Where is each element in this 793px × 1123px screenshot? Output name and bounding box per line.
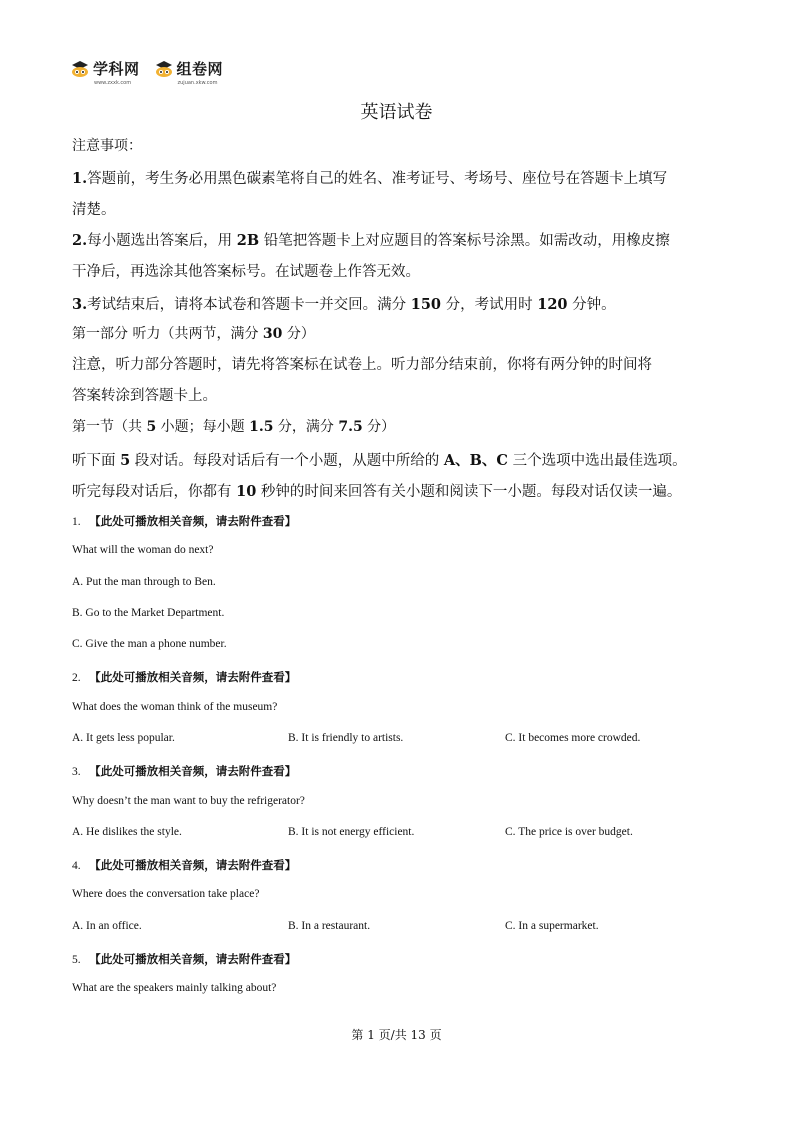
instr-bold: 10 bbox=[236, 483, 257, 500]
instr-bold: A、B、C bbox=[443, 452, 508, 469]
question-number: 2. bbox=[72, 672, 81, 684]
question-number: 3. bbox=[72, 766, 81, 778]
question-header bbox=[72, 763, 296, 779]
question-text: What are the speakers mainly talking about? bbox=[72, 982, 277, 994]
logo-xuekewang bbox=[70, 58, 140, 86]
option-c[interactable]: C. The price is over budget. bbox=[505, 826, 633, 838]
attention-line: 注意，听力部分答题时，请先将答案标在试卷上。听力部分结束前，你将有两分钟的时间将 bbox=[72, 357, 652, 373]
section-text: 分，满分 bbox=[273, 419, 339, 435]
audio-note[interactable]: 【此处可播放相关音频，请去附件查看】 bbox=[89, 954, 297, 966]
question-number: 5. bbox=[72, 954, 81, 966]
notice-item-2-cont: 干净后，再选涂其他答案标号。在试题卷上作答无效。 bbox=[72, 264, 420, 280]
notice-number: 3. bbox=[72, 296, 88, 313]
question-header bbox=[72, 857, 296, 873]
part-bold: 30 bbox=[262, 326, 283, 342]
question-text: Why doesn’t the man want to buy the refrigerator? bbox=[72, 795, 305, 807]
logo-text: 组卷网 bbox=[176, 60, 224, 78]
owl-icon bbox=[154, 61, 174, 77]
notice-text: 分，考试用时 bbox=[441, 297, 538, 313]
notice-item-1-cont: 清楚。 bbox=[72, 202, 116, 218]
option-a[interactable]: A. Put the man through to Ben. bbox=[72, 576, 216, 588]
option-a[interactable]: A. It gets less popular. bbox=[72, 732, 175, 744]
option-b[interactable]: B. Go to the Market Department. bbox=[72, 607, 225, 619]
option-c[interactable]: C. Give the man a phone number. bbox=[72, 638, 227, 650]
option-b[interactable]: B. In a restaurant. bbox=[288, 920, 371, 932]
instr-bold: 5 bbox=[120, 452, 131, 469]
instr-text: 秒钟的时间来回答有关小题和阅读下一小题。每段对话仅读一遍。 bbox=[256, 484, 682, 500]
part-text: 分） bbox=[282, 326, 315, 342]
option-c[interactable]: C. It becomes more crowded. bbox=[505, 732, 641, 744]
instr-text: 三个选项中选出最佳选项。 bbox=[507, 453, 687, 469]
notice-bold: 150 bbox=[410, 296, 442, 313]
logo-url: zujuan.xkw.com bbox=[177, 80, 218, 86]
section-text: 小题；每小题 bbox=[156, 419, 250, 435]
header-logos bbox=[70, 58, 223, 86]
attention-line-cont: 答案转涂到答题卡上。 bbox=[72, 388, 217, 404]
section-heading bbox=[72, 416, 395, 436]
question-text: Where does the conversation take place? bbox=[72, 888, 260, 900]
instruction-line-cont bbox=[72, 480, 681, 501]
instruction-line bbox=[72, 449, 687, 470]
audio-note[interactable]: 【此处可播放相关音频，请去附件查看】 bbox=[89, 766, 297, 778]
section-bold: 1.5 bbox=[249, 419, 274, 435]
notice-text: 答题前，考生务必用黑色碳素笔将自己的姓名、准考证号、考场号、座位号在答题卡上填写 bbox=[87, 171, 668, 187]
instr-text: 段对话。每段对话后有一个小题，从题中所给的 bbox=[130, 453, 444, 469]
notice-item-2 bbox=[72, 229, 670, 250]
question-header bbox=[72, 513, 296, 529]
notice-bold: 2B bbox=[236, 232, 260, 249]
page-footer: 第 1 页/共 13 页 bbox=[351, 1028, 442, 1042]
logo-zujuanwang bbox=[154, 58, 224, 86]
option-c[interactable]: C. In a supermarket. bbox=[505, 920, 599, 932]
section-bold: 7.5 bbox=[338, 419, 363, 435]
question-number: 4. bbox=[72, 860, 81, 872]
notice-text: 考试结束后，请将本试卷和答题卡一并交回。满分 bbox=[87, 297, 411, 313]
question-header bbox=[72, 669, 296, 685]
question-text: What does the woman think of the museum? bbox=[72, 701, 278, 713]
notice-number: 2. bbox=[72, 232, 88, 249]
question-header bbox=[72, 951, 296, 967]
notice-item-1 bbox=[72, 167, 667, 188]
part-text: 第一部分 听力（共两节，满分 bbox=[72, 326, 263, 342]
part-heading bbox=[72, 323, 315, 343]
option-b[interactable]: B. It is friendly to artists. bbox=[288, 732, 404, 744]
audio-note[interactable]: 【此处可播放相关音频，请去附件查看】 bbox=[89, 672, 297, 684]
notice-text: 分钟。 bbox=[567, 297, 616, 313]
option-b[interactable]: B. It is not energy efficient. bbox=[288, 826, 415, 838]
notice-text: 每小题选出答案后，用 bbox=[87, 233, 237, 249]
logo-url: www.zxxk.com bbox=[94, 80, 132, 86]
section-text: 第一节（共 bbox=[72, 419, 147, 435]
notice-text: 铅笔把答题卡上对应题目的答案标号涂黑。如需改动，用橡皮擦 bbox=[259, 233, 670, 249]
audio-note[interactable]: 【此处可播放相关音频，请去附件查看】 bbox=[89, 860, 297, 872]
question-text: What will the woman do next? bbox=[72, 544, 214, 556]
instr-text: 听下面 bbox=[72, 453, 121, 469]
option-a[interactable]: A. In an office. bbox=[72, 920, 142, 932]
owl-icon bbox=[70, 61, 90, 77]
notice-item-3 bbox=[72, 293, 616, 314]
notice-bold: 120 bbox=[537, 296, 568, 313]
notice-heading: 注意事项： bbox=[72, 138, 142, 154]
logo-text: 学科网 bbox=[93, 60, 140, 78]
option-a[interactable]: A. He dislikes the style. bbox=[72, 826, 182, 838]
question-number: 1. bbox=[72, 516, 81, 528]
notice-number: 1. bbox=[72, 170, 88, 187]
section-bold: 5 bbox=[146, 419, 157, 435]
instr-text: 听完每段对话后，你都有 bbox=[72, 484, 237, 500]
page-title: 英语试卷 bbox=[360, 102, 433, 123]
audio-note[interactable]: 【此处可播放相关音频，请去附件查看】 bbox=[89, 516, 297, 528]
section-text: 分） bbox=[362, 419, 396, 435]
